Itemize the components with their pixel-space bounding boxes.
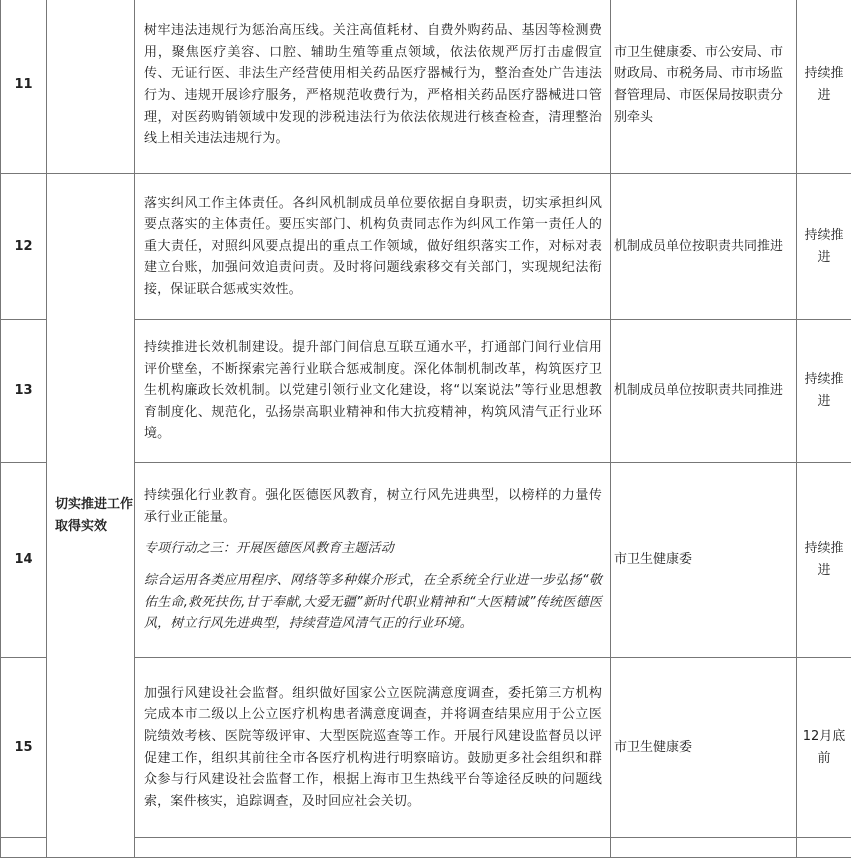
deadline: 12月底前 — [797, 658, 851, 838]
responsible-department: 机制成员单位按职责共同推进 — [611, 174, 797, 320]
table-row — [1, 0, 851, 174]
category-cell-empty — [47, 0, 135, 174]
category-cell — [47, 174, 135, 858]
task-description: 树牢违法违规行为惩治高压线。关注高值耗材、自费外购药品、基因等检测费用，聚焦医疗美容、口腔、辅助生殖等重点领域，依法依规严厉打击虚假宣传、无证行医、非法生产经营使用相关药品医疗器械行为，整治查处广告违法行为、违规开展诊疗服务，严格规范收费行为，严格相关药品医疗器械进口管理，对医药购销领域中发现的涉税违法行为依法依规进行核查检查，清理整治线上相关违法违规行为。 — [144, 20, 602, 150]
category-label: 切实推进工作取得实效 — [55, 497, 133, 534]
special-action-title: 专项行动之三：开展医德医风教育主题活动 — [144, 538, 602, 560]
deadline-empty — [797, 838, 851, 858]
task-content — [135, 174, 611, 320]
row-number-empty — [1, 838, 47, 858]
deadline: 持续推进 — [797, 0, 851, 174]
task-description: 持续强化行业教育。强化医德医风教育，树立行风先进典型，以榜样的力量传承行业正能量。 — [144, 485, 602, 528]
deadline: 持续推进 — [797, 463, 851, 658]
task-description: 加强行风建设社会监督。组织做好国家公立医院满意度调查，委托第三方机构完成本市二级以上公立医疗机构患者满意度调查，并将调查结果应用于公立医院绩效考核、医院等级评审、大型医院巡查等工作。开展行风建设监督员以评促建工作，组织其前往全市各医疗机构进行明察暗访。鼓励更多社会组织和群众参与行风建设社会监督工作，根据上海市卫生热线平台等途径反映的问题线索，案件核实，追踪调查，及时回应社会关切。 — [144, 683, 602, 813]
responsible-department-empty — [611, 838, 797, 858]
task-content — [135, 0, 611, 174]
table-row — [1, 174, 851, 320]
row-number: 13 — [1, 320, 47, 463]
task-content — [135, 463, 611, 658]
row-number: 11 — [1, 0, 47, 174]
responsible-department: 市卫生健康委 — [611, 658, 797, 838]
row-number: 15 — [1, 658, 47, 838]
special-action-description: 综合运用各类应用程序、网络等多种媒介形式，在全系统全行业进一步弘扬“敬佑生命,救死扶伤,甘于奉献,大爱无疆”新时代职业精神和“大医精诚”传统医德医风，树立行风先进典型，持续营造风清气正的行业环境。 — [144, 570, 602, 635]
task-description: 持续推进长效机制建设。提升部门间信息互联互通水平，打通部门间行业信用评价壁垒，不断探索完善行业联合惩戒制度。深化体制机制改革，构筑医疗卫生机构廉政长效机制。以党建引领行业文化建设，将“以案说法”等行业思想教育制度化、规范化，弘扬崇高职业精神和伟大抗疫精神，构筑风清气正行业环境。 — [144, 337, 602, 445]
row-number: 14 — [1, 463, 47, 658]
task-content — [135, 658, 611, 838]
responsible-department: 机制成员单位按职责共同推进 — [611, 320, 797, 463]
responsible-department: 市卫生健康委 — [611, 463, 797, 658]
task-description: 落实纠风工作主体责任。各纠风机制成员单位要依据自身职责，切实承担纠风要点落实的主体责任。要压实部门、机构负责同志作为纠风工作第一责任人的重大责任，对照纠风要点提出的重点工作领域，做好组织落实工作，对标对表建立台账，加强问效追责问责。及时将问题线索移交有关部门，实现规纪法衔接，保证联合惩戒实效性。 — [144, 193, 602, 301]
deadline: 持续推进 — [797, 320, 851, 463]
task-content — [135, 320, 611, 463]
deadline: 持续推进 — [797, 174, 851, 320]
task-content-empty — [135, 838, 611, 858]
row-number: 12 — [1, 174, 47, 320]
responsible-department: 市卫生健康委、市公安局、市财政局、市税务局、市市场监督管理局、市医保局按职责分别牵头 — [611, 0, 797, 174]
